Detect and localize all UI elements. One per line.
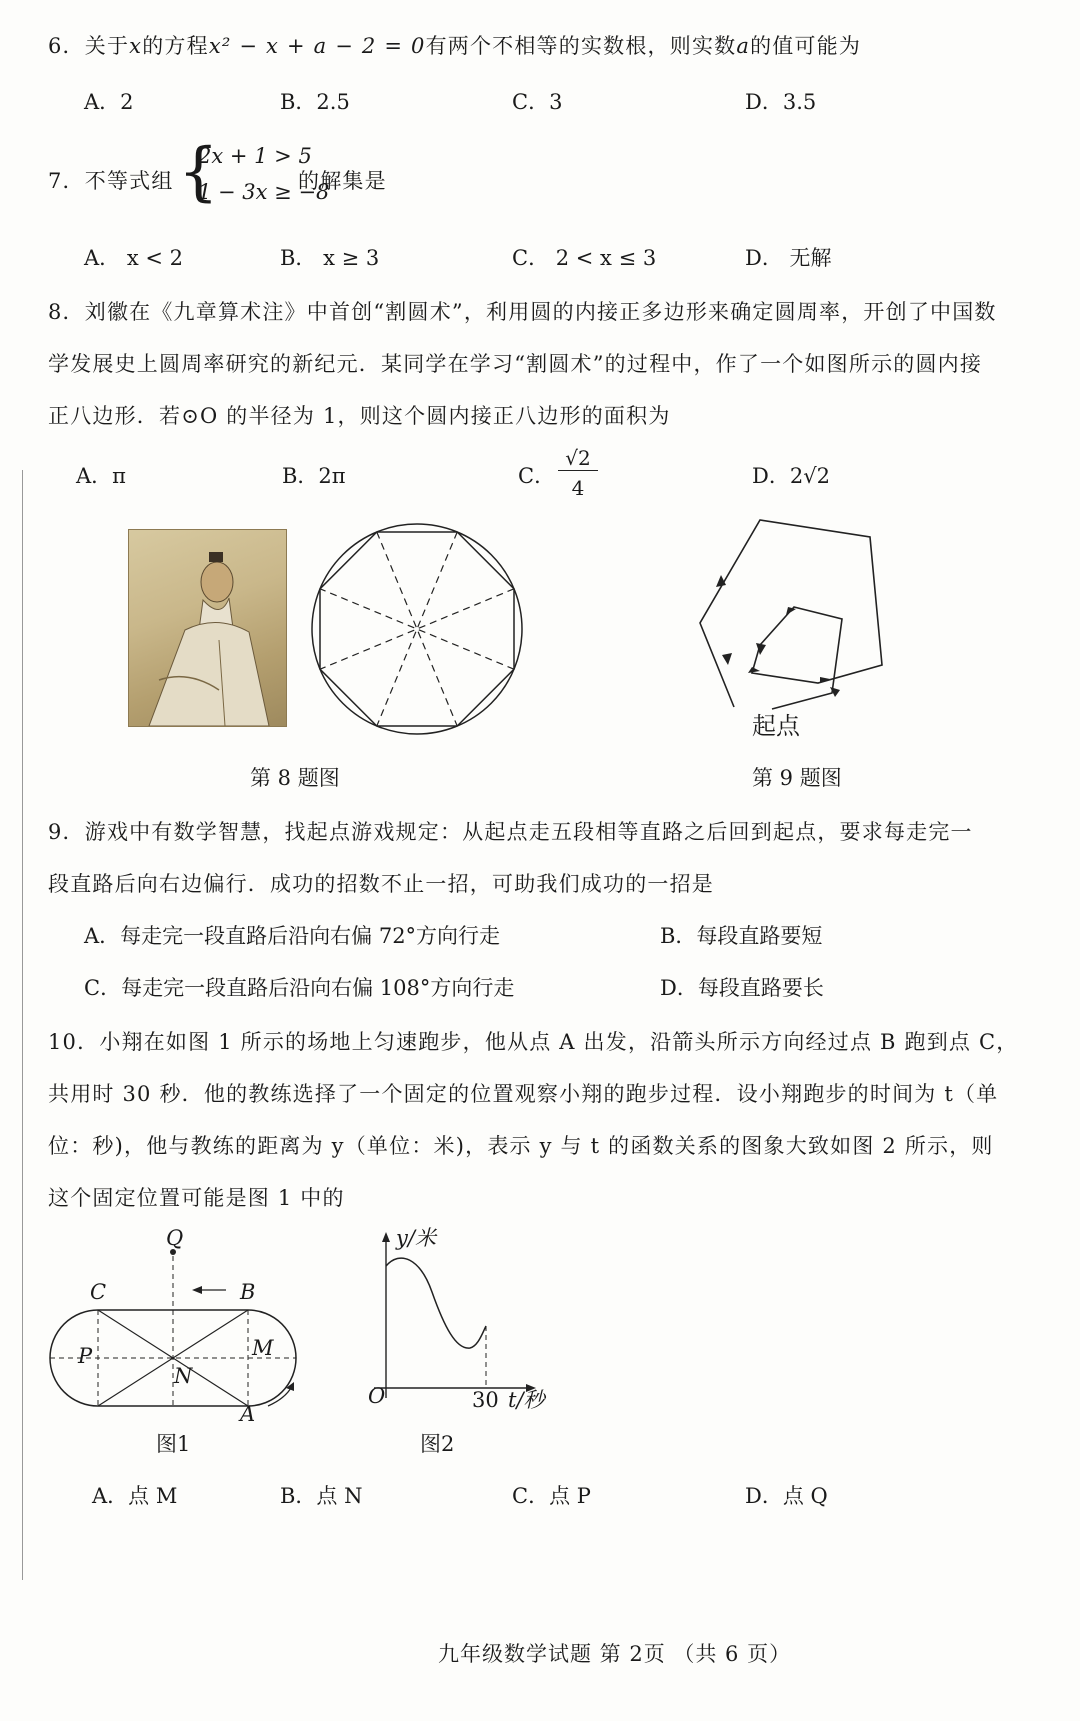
q10-option-c[interactable]: C．点 P bbox=[512, 1484, 591, 1508]
q10-option-b[interactable]: B．点 N bbox=[280, 1484, 363, 1508]
fig1-label-m: M bbox=[252, 1336, 274, 1360]
q6-text-2: 的方程 bbox=[142, 34, 209, 58]
q8-option-a[interactable]: A．π bbox=[76, 464, 126, 488]
q9-start-label: 起点 bbox=[752, 712, 800, 740]
q7-option-a[interactable]: A． x < 2 bbox=[84, 246, 183, 270]
q6-equation: x² − x + a − 2 = 0 bbox=[208, 34, 426, 58]
fig1-label-c: C bbox=[90, 1280, 107, 1304]
q8-option-c-numerator: √2 bbox=[558, 446, 598, 471]
q10-function-graph-figure bbox=[360, 1230, 540, 1410]
q9-option-a[interactable]: A．每走完一段直路后沿向右偏 72°方向行走 bbox=[84, 924, 501, 948]
q6-text-4: 的值可能为 bbox=[750, 34, 862, 58]
page-footer: 九年级数学试题 第 2页 （共 6 页） bbox=[438, 1642, 792, 1666]
q10-option-a[interactable]: A．点 M bbox=[92, 1484, 178, 1508]
q6-option-b[interactable]: B．2.5 bbox=[280, 90, 350, 114]
q8-stem-line-3: 正八边形．若⊙O 的半径为 1，则这个圆内接正八边形的面积为 bbox=[48, 404, 671, 428]
q10-stem-line-1: 10．小翔在如图 1 所示的场地上匀速跑步，他从点 A 出发，沿箭头所示方向经过点 B 跑到点 C， bbox=[48, 1030, 1019, 1054]
q9-stem-line-2: 段直路后向右边偏行．成功的招数不止一招，可助我们成功的一招是 bbox=[48, 872, 714, 896]
q10-stem-line-3: 位：秒)，他与教练的距离为 y（单位：米)，表示 y 与 t 的函数关系的图象大致如图 2 所示，则 bbox=[48, 1134, 994, 1158]
q8-option-d[interactable]: D．2√2 bbox=[752, 464, 830, 488]
q7-stem-prefix: 7．不等式组 bbox=[48, 169, 174, 193]
fig1-label-q: Q bbox=[166, 1226, 184, 1250]
page-margin-rule bbox=[22, 470, 23, 1580]
q9-option-d[interactable]: D．每段直路要长 bbox=[660, 976, 824, 1000]
q6-text-1: 6．关于 bbox=[48, 34, 130, 58]
q8-option-c[interactable] bbox=[518, 460, 555, 490]
q7-stem-suffix: 的解集是 bbox=[298, 169, 387, 193]
q7-option-b[interactable]: B． x ≥ 3 bbox=[280, 246, 380, 270]
pentagon-path-figure bbox=[690, 515, 900, 730]
fig2-origin-label: O bbox=[368, 1384, 386, 1408]
q10-option-d[interactable]: D．点 Q bbox=[745, 1484, 828, 1508]
fig1-caption: 图1 bbox=[156, 1432, 191, 1456]
q9-option-b[interactable]: B．每段直路要短 bbox=[660, 924, 823, 948]
q8-option-c-denominator: 4 bbox=[571, 476, 585, 500]
fig1-label-a: A bbox=[240, 1402, 256, 1426]
fig1-label-b: B bbox=[240, 1280, 256, 1304]
q6-option-a[interactable]: A．2 bbox=[84, 90, 134, 114]
q7-option-c[interactable]: C． 2 < x ≤ 3 bbox=[512, 246, 657, 270]
octagon-in-circle-figure bbox=[306, 518, 528, 740]
q6-option-c[interactable]: C．3 bbox=[512, 90, 563, 114]
q7-brace: { bbox=[178, 135, 219, 209]
q7-option-d[interactable]: D． 无解 bbox=[745, 246, 832, 270]
q7-inequality-1: 2x + 1 > 5 bbox=[198, 144, 312, 168]
q8-option-b[interactable]: B．2π bbox=[282, 464, 346, 488]
q6-option-d[interactable]: D．3.5 bbox=[745, 90, 817, 114]
q6-var-x: x bbox=[129, 34, 143, 58]
q6-var-a: a bbox=[736, 34, 751, 58]
q10-track-figure bbox=[46, 1238, 306, 1418]
q10-stem-line-4: 这个固定位置可能是图 1 中的 bbox=[48, 1186, 345, 1210]
fig2-x-axis-label: t/秒 bbox=[508, 1388, 545, 1412]
q8-option-c-label: C． bbox=[518, 464, 556, 488]
fig2-caption: 图2 bbox=[420, 1432, 455, 1456]
q9-stem-line-1: 9．游戏中有数学智慧，找起点游戏规定：从起点走五段相等直路之后回到起点，要求每走完一 bbox=[48, 820, 973, 844]
fig1-label-n: N bbox=[174, 1364, 193, 1388]
q7-inequality-2: 1 − 3x ≥ −8 bbox=[198, 180, 330, 204]
fig1-label-p: P bbox=[78, 1344, 93, 1368]
q9-option-c[interactable]: C．每走完一段直路后沿向右偏 108°方向行走 bbox=[84, 976, 515, 1000]
fig2-y-axis-label: y/米 bbox=[396, 1226, 436, 1250]
q10-stem-line-2: 共用时 30 秒．他的教练选择了一个固定的位置观察小翔的跑步过程．设小翔跑步的时间为 t（单 bbox=[48, 1082, 999, 1106]
q8-figure-caption: 第 8 题图 bbox=[250, 766, 340, 790]
liu-hui-portrait-image bbox=[128, 529, 287, 727]
q8-stem-line-2: 学发展史上圆周率研究的新纪元．某同学在学习“割圆术”的过程中，作了一个如图所示的圆内接 bbox=[48, 352, 983, 376]
q6-text-3: 有两个不相等的实数根，则实数 bbox=[425, 34, 737, 58]
fig2-tick-30: 30 bbox=[472, 1388, 499, 1412]
q8-stem-line-1: 8．刘徽在《九章算术注》中首创“割圆术”，利用圆的内接正多边形来确定圆周率，开创了中国数 bbox=[48, 300, 997, 324]
q6-stem bbox=[48, 30, 861, 60]
q9-figure-caption: 第 9 题图 bbox=[752, 766, 842, 790]
